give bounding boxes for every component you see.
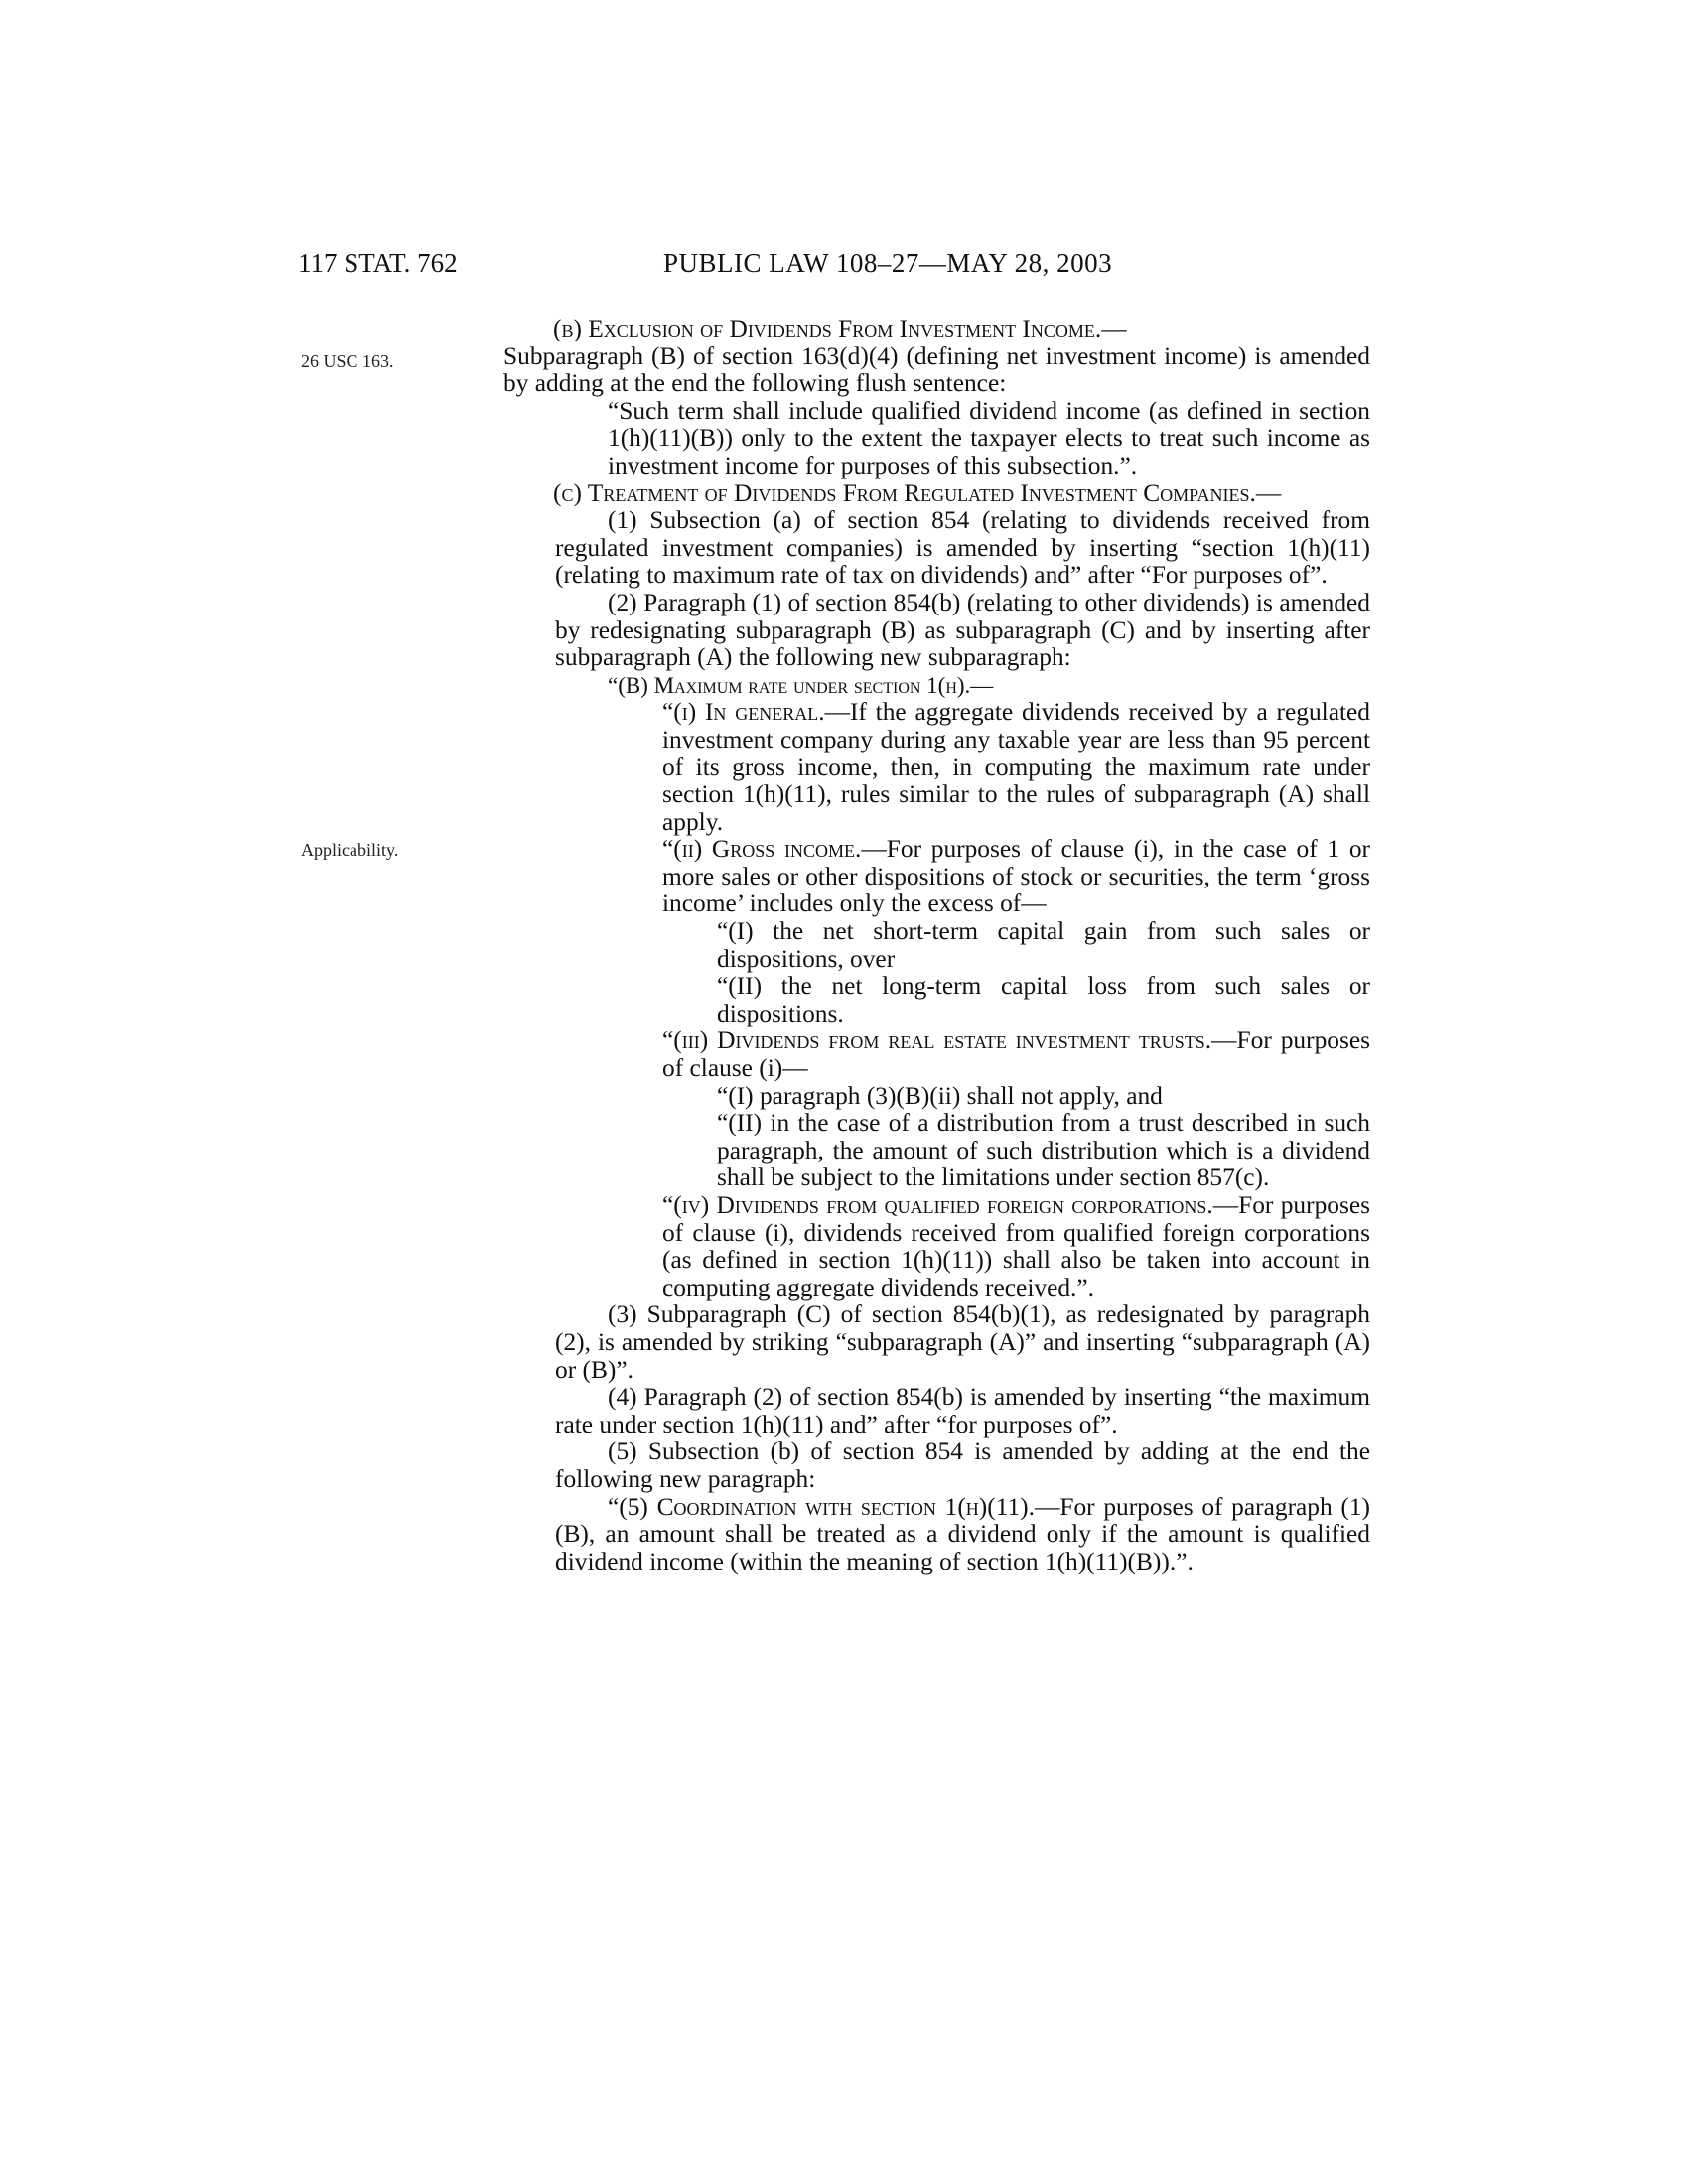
page-header xyxy=(298,248,1370,288)
section-b-quote: “Such term shall include qualified dividend income (as defined in section 1(h)(11)(B)) only to the extent the taxpayer elects to treat such income as investment income for purposes of this subsection.”. xyxy=(608,396,1370,479)
clause-i xyxy=(662,699,1370,836)
margin-note-applicability: Applicability. xyxy=(301,840,399,860)
clause-i-text: If the aggregate dividends received by a regulated investment company during any taxable year are less than 95 percent of its gross income, then, in computing the maximum rate under section 1(h)(11), rules similar to the rules of subparagraph (A) shall apply. xyxy=(662,698,1370,836)
paragraph-c1: (1) Subsection (a) of section 854 (relating to dividends received from regulated investment companies) is amended by inserting “section 1(h)(11) (relating to maximum rate of tax on dividends) and” after “For purposes of”. xyxy=(555,506,1370,590)
clause-iii xyxy=(662,1027,1370,1082)
clause-iv xyxy=(662,1192,1370,1301)
clause-ii-heading: “(ii) Gross income.— xyxy=(662,835,887,864)
subclause-iii-II: “(II) in the case of a distribution from a trust described in such paragraph, the amount of such distribution which is a dividend shall be subject to the limitations under section 857(c). xyxy=(717,1109,1370,1192)
statute-page-number: 117 STAT. 762 xyxy=(298,248,458,278)
clause-i-heading: “(i) In general.— xyxy=(662,698,850,727)
subclause-iii-I: “(I) paragraph (3)(B)(ii) shall not apply, and xyxy=(717,1081,1163,1110)
section-c-heading: (c) Treatment of Dividends From Regulated Investment Companies.— xyxy=(553,478,1282,507)
paragraph-c4: (4) Paragraph (2) of section 854(b) is amended by inserting “the maximum rate under section 1(h)(11) and” after “for purposes of”. xyxy=(555,1383,1370,1438)
clause-iii-heading: “(iii) Dividends from real estate investment trusts.— xyxy=(662,1026,1237,1055)
section-b xyxy=(503,316,1370,343)
document-body xyxy=(503,316,1370,1575)
paragraph-c2: (2) Paragraph (1) of section 854(b) (relating to other dividends) is amended by redesignating subparagraph (B) as subparagraph (C) and by inserting after subparagraph (A) the following new subparagraph: xyxy=(555,588,1370,672)
clause-iv-heading: “(iv) Dividends from qualified foreign corporations.— xyxy=(662,1191,1239,1219)
subclause-ii-II: “(II) the net long-term capital loss from such sales or dispositions. xyxy=(717,972,1370,1027)
paragraph-c3: (3) Subparagraph (C) of section 854(b)(1), as redesignated by paragraph (2), is amended by striking “subparagraph (A)” and inserting “subparagraph (A) or (B)”. xyxy=(555,1300,1370,1384)
paragraph-5-quote xyxy=(555,1494,1370,1576)
clause-ii-text: For purposes of clause (i), in the case of 1 or more sales or other dispositions of stock or securities, the term ‘gross income’ includes only the excess of— xyxy=(662,835,1371,918)
paragraph-5-heading: “(5) Coordination with section 1(h)(11).— xyxy=(608,1492,1060,1521)
margin-note-usc: 26 USC 163. xyxy=(301,351,394,371)
section-b-text: Subparagraph (B) of section 163(d)(4) (defining net investment income) is amended by adding at the end the following flush sentence: xyxy=(503,341,1370,398)
clause-iii-text: For purposes of clause (i)— xyxy=(662,1026,1371,1083)
paragraph-5-text: For purposes of paragraph (1)(B), an amount shall be treated as a dividend only if the amount is qualified dividend income (within the meaning of section 1(h)(11)(B)).”. xyxy=(555,1492,1370,1575)
section-b-heading: (b) Exclusion of Dividends From Investment Income.— xyxy=(553,315,1127,342)
subclause-ii-I: “(I) the net short-term capital gain from such sales or dispositions, over xyxy=(717,917,1370,973)
paragraph-c5: (5) Subsection (b) of section 854 is amended by adding at the end the following new paragraph: xyxy=(555,1437,1370,1493)
clause-iv-text: For purposes of clause (i), dividends received from qualified foreign corporations (as defined in section 1(h)(11)) shall also be taken into account in computing aggregate dividends received.”. xyxy=(662,1191,1370,1301)
subparagraph-b-heading: “(B) Maximum rate under section 1(h).— xyxy=(608,672,994,698)
clause-ii xyxy=(662,836,1370,918)
public-law-title: PUBLIC LAW 108–27—MAY 28, 2003 xyxy=(663,248,1113,278)
